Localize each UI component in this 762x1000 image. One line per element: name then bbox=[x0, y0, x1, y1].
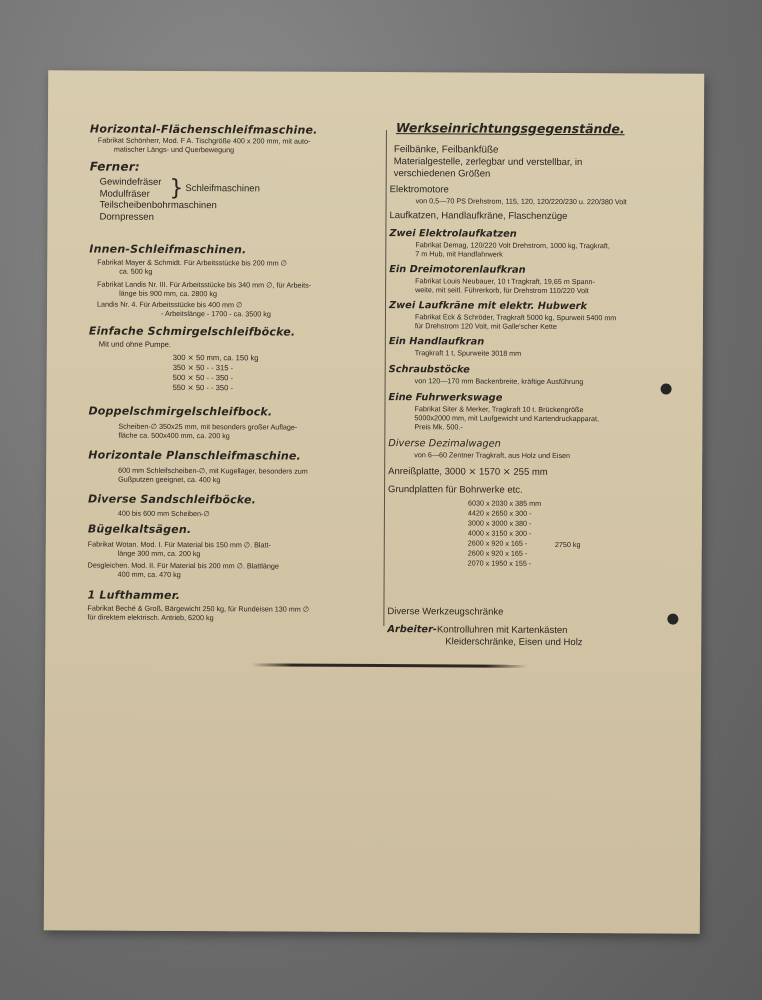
right-column-title: Werkseinrichtungsgegenstände. bbox=[395, 120, 625, 137]
entry-line: Feilbänke, Feilbankfüße bbox=[393, 144, 499, 156]
entry-title: Elektromotore bbox=[389, 184, 449, 196]
section-innen-schleifmaschinen bbox=[89, 243, 311, 319]
entry-title: Diverse Werkzeugschränke bbox=[387, 606, 504, 618]
section-lufthammer bbox=[87, 589, 309, 623]
entry-feilbanke bbox=[394, 144, 583, 180]
entry-title: Ein Handlaufkran bbox=[388, 336, 485, 348]
section-line: Mit und ohne Pumpe. bbox=[98, 339, 172, 349]
table-row: 2070 x 1950 x 155 - bbox=[467, 557, 532, 568]
section-line: 400 bis 600 mm Scheiben-∅ bbox=[117, 508, 210, 519]
entry-title: Ein Dreimotorenlaufkran bbox=[389, 264, 526, 276]
entry-line: Fabrikat Siter & Merker, Tragkraft 10 t. Brückengröße bbox=[414, 404, 584, 415]
section-line: länge bis 900 mm, ca. 2800 kg bbox=[119, 288, 218, 299]
entry-fuhrwerkswage bbox=[388, 392, 599, 432]
entry-line: für Drehstrom 120 Volt, mit Galle'scher Kette bbox=[414, 321, 557, 331]
entry-title: Diverse Dezimalwagen bbox=[388, 438, 501, 450]
section-line: Gußputzen geeignet, ca. 400 kg bbox=[118, 474, 221, 485]
decorative-rule bbox=[251, 663, 527, 667]
section-einfache-schmirgelschleifbocke bbox=[89, 325, 296, 394]
table-row: 300 ⨯ 50 mm, ca. 150 kg bbox=[172, 352, 259, 363]
section-title: Diverse Sandschleifböcke. bbox=[87, 492, 257, 507]
section-line: fläche ca. 500x400 mm, ca. 200 kg bbox=[118, 430, 230, 441]
entry-line: Preis Mk. 500.- bbox=[414, 422, 463, 432]
entry-line: von 6—60 Zentner Tragkraft, aus Holz und Eisen bbox=[414, 450, 571, 461]
table-row: 550 ⨯ 50 - - 350 - bbox=[172, 382, 234, 393]
table-row: 4420 x 2650 x 300 - bbox=[467, 507, 532, 518]
entry-line: Kleiderschränke, Eisen und Holz bbox=[445, 636, 583, 649]
section-ferner bbox=[89, 161, 260, 224]
section-doppelschmirgelschleifbock bbox=[88, 405, 297, 441]
table-row: 6030 x 2030 x 385 mm bbox=[467, 497, 542, 508]
list-item: Dornpressen bbox=[99, 211, 154, 223]
section-line: matischer Längs- und Querbewegung bbox=[113, 144, 235, 155]
entry-line: weite, mit seitl. Führerkorb, für Drehstrom 110/220 Volt bbox=[415, 285, 589, 296]
section-line: Fabrikat Wotan. Mod. I. Für Material bis 150 mm ∅. Blatt- bbox=[87, 539, 271, 550]
list-item: Teilscheibenbohrmaschinen bbox=[99, 199, 217, 212]
entry-line: Kontrolluhren mit Kartenkästen bbox=[436, 624, 568, 637]
section-title: Ferner: bbox=[89, 159, 140, 174]
brace-label: Schleifmaschinen bbox=[185, 182, 260, 195]
section-title: 1 Lufthammer. bbox=[87, 588, 181, 602]
section-diverse-sandschleifbocke bbox=[88, 493, 256, 519]
entry-line: Tragkraft 1 t, Spurweite 3018 mm bbox=[414, 348, 522, 358]
section-line: Fabrikat Landis Nr. III. Für Arbeitsstücke bis 340 mm ∅, für Arbeits- bbox=[97, 279, 312, 290]
section-line: Fabrikat Beché & Groß, Bärgewicht 250 kg, für Rundeisen 130 mm ∅ bbox=[87, 603, 310, 614]
entry-line: verschiedenen Größen bbox=[393, 167, 491, 180]
table-row: 2600 x 920 x 165 - bbox=[467, 547, 528, 558]
entry-dreimotorenlaufkran bbox=[389, 264, 595, 295]
section-title: Innen-Schleifmaschinen. bbox=[89, 242, 247, 257]
entry-title: Arbeiter- bbox=[387, 624, 438, 636]
section-line: Landis Nr. 4. Für Arbeitsstücke bis 400 mm ∅ bbox=[97, 299, 243, 310]
entry-title: Zwei Elektrolaufkatzen bbox=[389, 228, 517, 240]
section-horizontal-flachenschleifmaschine bbox=[90, 123, 318, 155]
entry-line: Materialgestelle, zerlegbar und verstellbar, in bbox=[393, 156, 583, 169]
section-line: Fabrikat Schönherr, Mod. F A. Tischgröße 400 x 200 mm, mit auto- bbox=[97, 135, 311, 146]
entry-title: Eine Fuhrwerkswage bbox=[388, 392, 503, 404]
entry-line: Fabrikat Demag, 120/220 Volt Drehstrom, 1000 kg, Tragkraft, bbox=[415, 240, 610, 251]
section-line: 400 mm, ca. 470 kg bbox=[117, 569, 181, 579]
section-bugelkaltsagen bbox=[88, 523, 280, 580]
punch-hole bbox=[661, 383, 672, 394]
list-item: Modulfräser bbox=[99, 188, 150, 200]
entry-line: Fabrikat Eck & Schröder, Tragkraft 5000 kg, Spurweit 5400 mm bbox=[414, 312, 617, 323]
entry-line: 5000x2000 mm, mit Laufgewicht und Kartendruckapparat, bbox=[414, 413, 600, 424]
section-title: Doppelschmirgelschleifbock. bbox=[88, 404, 273, 419]
section-title: Horizontale Planschleifmaschine. bbox=[88, 448, 301, 463]
table-row: 3000 x 3000 x 380 - bbox=[467, 517, 532, 528]
entry-elektromotore bbox=[390, 184, 627, 206]
section-line: - Arbeitslänge - 1700 - ca. 3500 kg bbox=[160, 308, 271, 319]
entry-line: 7 m Hub, mit Handfahrwerk bbox=[415, 249, 503, 259]
entry-title: Anreißplatte, 3000 ⨯ 1570 ⨯ 255 mm bbox=[388, 466, 548, 478]
entry-title: Grundplatten für Bohrwerke etc. bbox=[388, 484, 523, 496]
section-horizontale-planschleifmaschine bbox=[88, 449, 308, 485]
entry-line: von 120—170 mm Backenbreite, kräftige Ausführung bbox=[414, 376, 584, 387]
section-title: Horizontal-Flächenschleifmaschine. bbox=[89, 122, 318, 137]
brace-group bbox=[100, 177, 260, 201]
entry-werkzeugschranke bbox=[387, 606, 503, 618]
right-column bbox=[387, 120, 684, 649]
entry-laufkatzen bbox=[389, 210, 567, 222]
table-row: 500 ⨯ 50 - - 350 - bbox=[172, 372, 234, 383]
left-column bbox=[87, 119, 386, 623]
section-line: ca. 500 kg bbox=[119, 266, 153, 276]
section-line: Desgleichen. Mod. II. Für Material bis 200 mm ∅. Blattlänge bbox=[87, 560, 279, 571]
entry-title: Laufkatzen, Handlaufkräne, Flaschenzüge bbox=[389, 210, 568, 223]
list-item: Gewindefräser bbox=[99, 176, 162, 188]
entry-line: Fabrikat Louis Neubauer, 10 t Tragkraft, 19,65 m Spann- bbox=[415, 276, 595, 287]
entry-dezimalwagen bbox=[388, 438, 570, 460]
total-weight: 2750 kg bbox=[554, 539, 581, 550]
entry-grundplatten bbox=[388, 484, 581, 569]
entry-anreissplatte bbox=[388, 466, 548, 478]
section-title: Bügelkaltsägen. bbox=[87, 522, 192, 537]
table-row: 2600 x 920 x 165 - bbox=[467, 537, 528, 548]
section-line: länge 300 mm, ca. 200 kg bbox=[117, 548, 201, 559]
entry-schraubstocke bbox=[389, 364, 584, 386]
section-line: 600 mm Schleifscheiben-∅, mit Kugellager, besonders zum bbox=[118, 465, 308, 476]
table-row: 4000 x 3150 x 300 - bbox=[467, 527, 532, 538]
section-title: Einfache Schmirgelschleifböcke. bbox=[88, 324, 296, 339]
punch-holes bbox=[48, 70, 704, 73]
entry-handlaufkran bbox=[389, 336, 522, 358]
column-divider bbox=[383, 130, 387, 626]
table-row: 350 ⨯ 50 - - 315 - bbox=[172, 362, 234, 373]
section-line: Fabrikat Mayer & Schmidt. Für Arbeitsstücke bis 200 mm ∅ bbox=[97, 257, 287, 268]
entry-laufkrane bbox=[389, 300, 616, 331]
entry-elektrolaufkatzen bbox=[389, 228, 610, 259]
entry-title: Zwei Laufkräne mit elektr. Hubwerk bbox=[388, 300, 588, 313]
brace-symbol: } bbox=[169, 175, 184, 201]
document-page bbox=[44, 70, 704, 933]
section-line: für direktem elektrisch. Antrieb, 6200 kg bbox=[87, 612, 214, 623]
entry-arbeiter-kontrolluhren bbox=[387, 624, 582, 649]
section-line: Scheiben-∅ 350x25 mm, mit besonders großer Auflage- bbox=[118, 421, 298, 432]
entry-line: von 0,5—70 PS Drehstrom, 115, 120, 120/220/230 u. 220/380 Volt bbox=[415, 195, 627, 206]
punch-hole bbox=[667, 614, 678, 625]
entry-title: Schraubstöcke bbox=[388, 364, 470, 376]
